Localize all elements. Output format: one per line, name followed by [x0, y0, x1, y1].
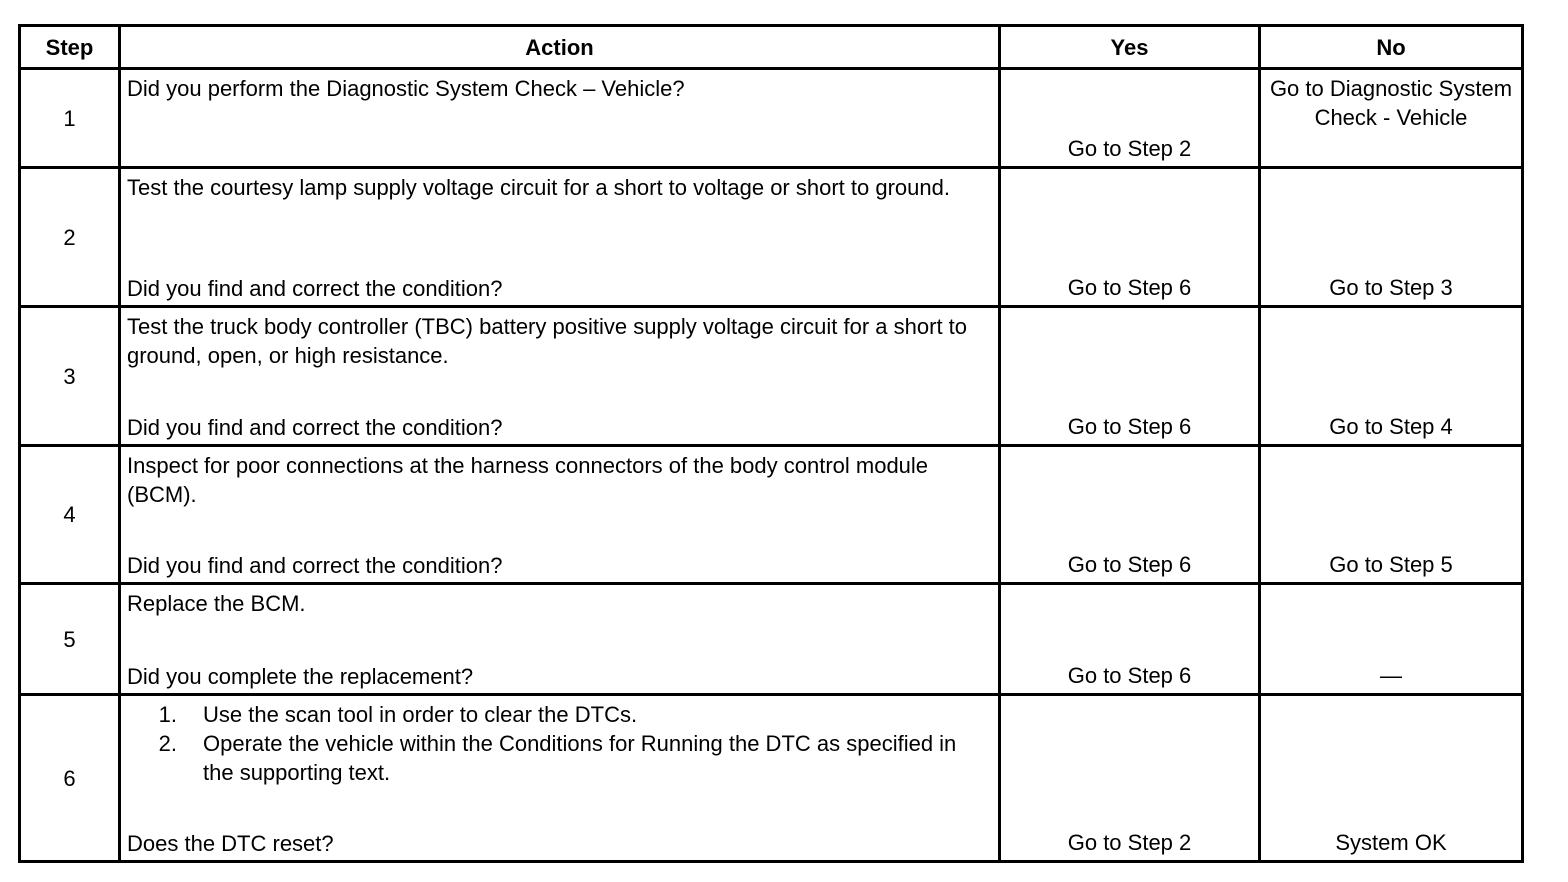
table-row: [20, 584, 1523, 695]
step-number: 2: [20, 168, 120, 307]
list-item: [127, 700, 992, 729]
diagnostic-table: [18, 24, 1524, 863]
list-item-number: 1.: [158, 702, 177, 727]
action-cell: [120, 168, 1000, 307]
action-text: Inspect for poor connections at the harness connectors of the body control module (BCM).: [127, 453, 929, 507]
step-number: 4: [20, 446, 120, 584]
action-question: Did you find and correct the condition?: [127, 553, 503, 578]
header-action: Action: [120, 26, 1000, 69]
action-question: Did you find and correct the condition?: [127, 415, 503, 440]
yes-cell: Go to Step 2: [1000, 695, 1260, 862]
table-row: [20, 307, 1523, 446]
table-row: [20, 446, 1523, 584]
step-number: 1: [20, 69, 120, 168]
list-item: [127, 729, 992, 787]
no-cell: —: [1260, 584, 1523, 695]
no-cell: Go to Step 3: [1260, 168, 1523, 307]
yes-cell: Go to Step 6: [1000, 446, 1260, 584]
yes-cell: Go to Step 6: [1000, 168, 1260, 307]
no-cell: System OK: [1260, 695, 1523, 862]
action-cell: [120, 695, 1000, 862]
no-cell: Go to Diagnostic System Check - Vehicle: [1260, 69, 1523, 168]
action-cell: [120, 307, 1000, 446]
action-question: Did you find and correct the condition?: [127, 276, 503, 301]
action-cell: [120, 584, 1000, 695]
action-question: Did you complete the replacement?: [127, 664, 474, 689]
table-row: [20, 69, 1523, 168]
header-yes: Yes: [1000, 26, 1260, 69]
header-no: No: [1260, 26, 1523, 69]
header-row: [20, 26, 1523, 69]
yes-cell: Go to Step 2: [1000, 69, 1260, 168]
table-row: [20, 695, 1523, 862]
yes-cell: Go to Step 6: [1000, 584, 1260, 695]
diagnostic-table-container: [18, 24, 1524, 863]
yes-cell: Go to Step 6: [1000, 307, 1260, 446]
list-item-text: Operate the vehicle within the Conditions for Running the DTC as specified in the supporting text.: [203, 731, 957, 785]
step-number: 5: [20, 584, 120, 695]
action-question: Does the DTC reset?: [127, 831, 334, 856]
action-text: Did you perform the Diagnostic System Check – Vehicle?: [127, 76, 685, 101]
step-number: 6: [20, 695, 120, 862]
list-item-number: 2.: [158, 731, 177, 756]
table-row: [20, 168, 1523, 307]
action-text: Test the courtesy lamp supply voltage circuit for a short to voltage or short to ground.: [127, 175, 950, 200]
action-cell: [120, 69, 1000, 168]
no-cell: Go to Step 4: [1260, 307, 1523, 446]
action-text: Replace the BCM.: [127, 591, 306, 616]
no-cell: Go to Step 5: [1260, 446, 1523, 584]
action-cell: [120, 446, 1000, 584]
step-number: 3: [20, 307, 120, 446]
procedure-list: [127, 700, 992, 787]
list-item-text: Use the scan tool in order to clear the DTCs.: [203, 702, 638, 727]
header-step: Step: [20, 26, 120, 69]
action-text: Test the truck body controller (TBC) battery positive supply voltage circuit for a short to ground, open, or high resistance.: [127, 314, 968, 368]
